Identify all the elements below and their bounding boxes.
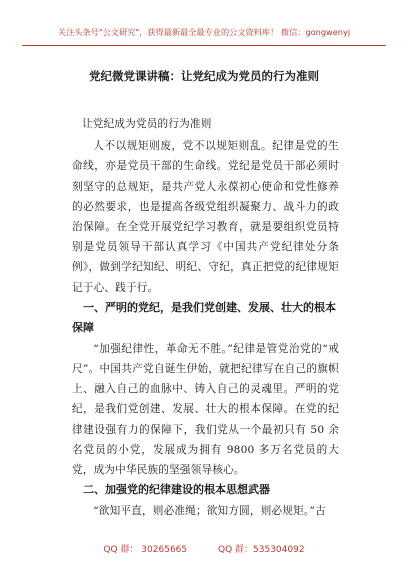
- footer-qq-group-1: QQ 群： 30265665: [103, 545, 188, 555]
- section-heading-2: 二、加强党的纪律建设的根本思想武器: [83, 483, 270, 497]
- paragraph-2: “加强纪律性，革命无不胜。”纪律是管党治党的“戒尺”。中国共产党自诞生伊始，就把纪律写在自己的旗帜上、融入自己的血脉中、铸入自己的灵魂里。严明的党纪，是我们党创建、发展、壮大的根本保障。在党的纪律建设强有力的保障下，我们党从一个最初只有 50 余名党员的小党，发展成为拥有 9800 多万名党员的大党，成为中华民族的坚强领导核心。: [72, 342, 339, 477]
- section-heading-1: 一、严明的党纪，是我们党创建、发展、壮大的根本保障: [72, 300, 336, 335]
- document-title: 党纪微党课讲稿：让党纪成为党员的行为准则: [89, 69, 319, 83]
- document-body: [72, 112, 339, 521]
- page-header: [0, 0, 408, 54]
- paragraph-3: “欲知平直，则必准绳；欲知方圆，则必规矩。”古: [93, 504, 326, 517]
- document-subtitle: 让党纪成为党员的行为准则: [82, 118, 212, 130]
- page-footer: [0, 542, 408, 555]
- header-note: 关注头条号"公文研究"，获得最新最全最专业的公文资料库！ 微信：gongwenyj: [57, 27, 351, 37]
- paragraph-1: 人不以规矩则废，党不以规矩则乱。纪律是党的生命线，亦是党员干部的生命线。党纪是党员干部必须时刻坚守的总规矩，是共产党人永葆初心使命和党性修养的必然要求，也是提高各级党组织凝聚力、战斗力的政治保障。在全党开展党纪学习教育，就是要组织党员特别是党员领导干部认真学习《中国共产党纪律处分条例》，做到学纪知纪、明纪、守纪，真正把党的纪律规矩记于心、践于行。: [72, 140, 339, 294]
- footer-qq-group-2: QQ 群：535304092: [218, 545, 305, 555]
- header-divider: [22, 45, 386, 46]
